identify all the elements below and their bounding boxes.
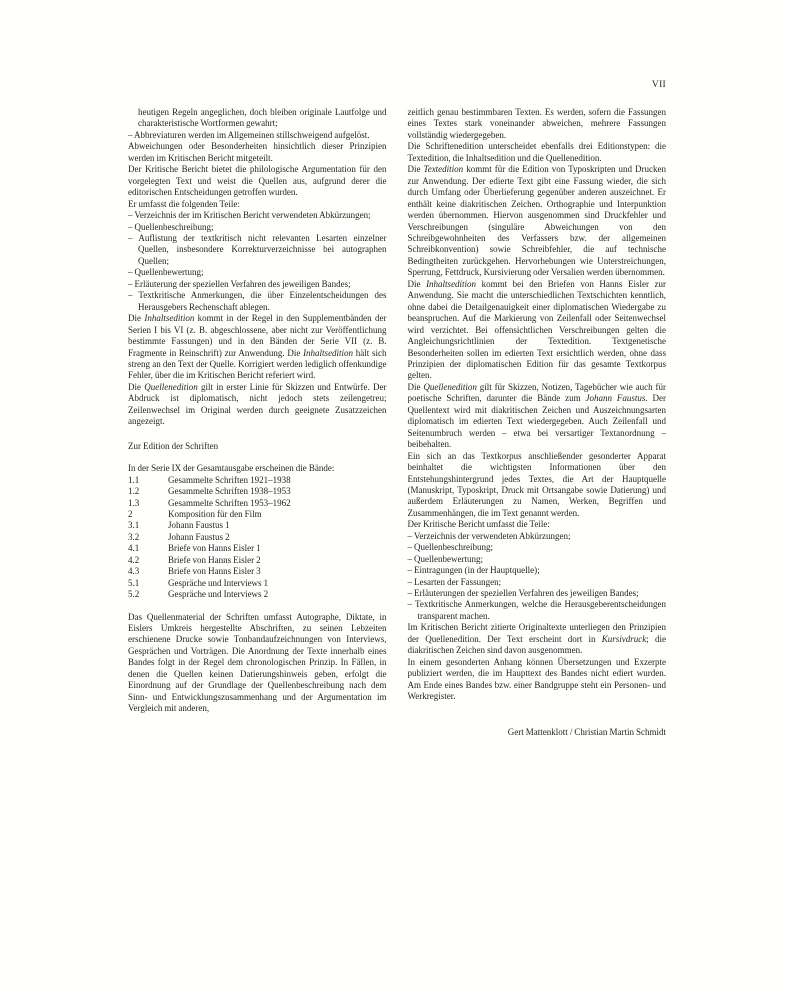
volume-list-item (128, 566, 387, 577)
list-item: – Lesarten der Fassungen; (407, 576, 502, 587)
volume-number: 3.2 (128, 531, 140, 542)
volume-title: Briefe von Hanns Eisler 3 (168, 566, 261, 577)
volume-list-item (128, 589, 387, 600)
volume-list-item (128, 543, 387, 554)
paragraph (408, 164, 667, 279)
volume-number: 4.1 (128, 543, 140, 554)
text-run: gilt in erster Linie für Skizzen und Entwürfe. Der Abdruck ist diplomatisch, nicht jedoch stets zeilengetreu; Zeilenwechsel im Original werden durch geeignete Zusatzzeichen angezeigt. (128, 381, 387, 427)
volume-list-item (128, 578, 387, 589)
volume-number: 1.3 (128, 497, 140, 508)
editors-signature: Gert Mattenklott / Christian Martin Schmidt (507, 726, 666, 737)
list-item: – Erläuterungen der speziellen Verfahren des jeweiligen Bandes; (407, 588, 639, 599)
text-run: Die (128, 313, 145, 324)
list-item: – Verzeichnis der verwendeten Abkürzungen; (407, 530, 571, 541)
section-heading: Zur Edition der Schriften (128, 440, 219, 451)
volume-list-item (128, 555, 387, 566)
paragraph (408, 622, 667, 656)
text-run: Die (407, 381, 424, 392)
volume-number: 3.1 (128, 520, 140, 531)
volume-title: Gespräche und Interviews 1 (168, 577, 269, 588)
italic-term: Inhaltsedition (144, 313, 195, 324)
text-run: Die (407, 164, 424, 175)
text-run: kommt bei den Briefen von Hanns Eisler zur Anwendung. Sie macht die unterschiedlichen Textschichten kenntlich, ohne dabei die Detailgenauigkeit einer diplomatischen Wiedergabe zu beanspruchen. Auf die Markierung von Zeilenfall oder Seitenwechsel wird verzichtet. Bei offensichtlichen Verschreibungen gelten die Angleichungsrichtlinien der Textedition. Textgenetische Besonderheiten sollen im edierten Text ersichtlich werden, ohne dass Prinzipien der diplomatischen Edition für das gesamte Textkorpus gelten. (407, 278, 667, 381)
paragraph (408, 382, 667, 451)
text-run: kommt für die Edition von Typoskripten und Drucken zur Anwendung. Der edierte Text gibt eine Fassung wieder, die sich durch Umfang oder Überlieferung gegenüber anderen auszeichnet. Er enthält keine diakritischen Zeichen. Orthographie und Interpunktion werden übernommen. Hiervon ausgenommen sind Druckfehler und Verschreibungen (singuläre Abweichungen von den Schreibgewohnheiten des Verfassers bzw. der allgemeinen Schreibkonvention) sowie Schreibfehler, die auf technische Bedingtheiten zurückgehen. Hervorhebungen wie Unterstreichungen, Sperrung, Fettdruck, Kursivierung oder Versalien werden übernommen. (407, 164, 667, 278)
left-column (128, 107, 387, 715)
text-run: . Der Quellentext wird mit diakritischen Zeichen und Auszeichnungsarten diplomatisch im edierten Text wiedergegeben. Auch Zeilenfall und Seitenumbruch werden – etwa bei versartiger Textanordnung – beibehalten. (407, 393, 666, 450)
paragraph: Ein sich an das Textkorpus anschließender gesonderter Apparat beinhaltet die wichtigsten Informationen über den Entstehungshintergrund jedes Textes, die Art der Hauptquelle (Manuskript, Typoskript, Druck mit Ortsangabe sowie Datierung) und außerdem Erläuterungen zu Namen, Werken, Begriffen und Zusammenhängen, die im Text genannt werden. (407, 450, 666, 518)
list-item: – Quellenbewertung; (407, 553, 484, 564)
text-run: ; die diakritischen Zeichen sind davon ausgenommen. (407, 633, 666, 656)
italic-term: Quellenedition (423, 381, 477, 392)
volume-list-item (128, 486, 387, 497)
text-run: Die (128, 381, 145, 392)
paragraph: In der Serie IX der Gesamtausgabe erscheinen die Bände: (128, 463, 335, 474)
paragraph: zeitlich genau bestimmbaren Texten. Es werden, sofern die Fassungen eines Textes stark voneinander abweichen, mehrere Fassungen vollständig wiedergegeben. (407, 107, 666, 140)
list-item: – Auflistung der textkritisch nicht relevanten Lesarten einzelner Quellen, insbesondere Korrekturverzeichnisse bei autographen Quellen; (128, 232, 387, 266)
list-item: – Textkritische Anmerkungen, die über Einzelentscheidungen des Herausgebers Rechenschaft ablegen. (128, 290, 387, 312)
volume-title: Briefe von Hanns Eisler 2 (168, 554, 261, 565)
volume-title: Gesammelte Schriften 1953–1962 (168, 497, 291, 508)
volume-list (128, 475, 387, 601)
paragraph: Der Kritische Bericht umfasst die Teile: (407, 519, 550, 530)
volume-title: Johann Faustus 1 (168, 520, 230, 531)
volume-title: Komposition für den Film (168, 508, 262, 519)
volume-list-item (128, 498, 387, 509)
volume-list-item (128, 509, 387, 520)
italic-term: Textedition (423, 164, 464, 175)
volume-number: 4.3 (128, 566, 140, 577)
italic-term: Kursivdruck (601, 633, 647, 644)
volume-list-item (128, 532, 387, 543)
volume-number: 2 (128, 508, 133, 519)
page-content (128, 107, 666, 738)
volume-number: 5.1 (128, 577, 140, 588)
text-run: kommt in der Regel in den Supplementbänden der Serien I bis VI (z. B. abgeschlossene, aber nicht zur Veröffentlichung bestimmte Fassungen) und in den Bänden der Serie VII (z. B. Fragmente in Reinschrift) zur Anwendung. Die (128, 313, 387, 358)
page-number: VII (651, 80, 666, 90)
text-run: Die (407, 278, 427, 289)
paragraph: Der Kritische Bericht bietet die philologische Argumentation für den vorgelegten Text und weist die Quellen aus, aufgrund derer die editorischen Entscheidungen getroffen wurden. (128, 164, 387, 198)
text-run: Im Kritischen Bericht zitierte Originaltexte unterliegen den Prinzipien der Quellenedition. Der Text erscheint dort in (407, 622, 666, 644)
list-item: – Abbreviaturen werden im Allgemeinen stillschweigend aufgelöst. (128, 129, 370, 140)
text-run: hält sich streng an den Text der Quelle. Korrigiert werden lediglich offenkundige Fehler, über die im Kritischen Bericht referiert wird. (128, 347, 387, 381)
list-item: – Erläuterung der speziellen Verfahren des jeweiligen Bandes; (128, 278, 351, 289)
list-item: – Quellenbeschreibung; (407, 542, 494, 553)
volume-number: 5.2 (128, 589, 140, 600)
italic-term: Quellenedition (144, 381, 198, 392)
volume-number: 1.2 (128, 486, 140, 497)
volume-title: Briefe von Hanns Eisler 1 (168, 543, 261, 554)
list-item-continued: heutigen Regeln angeglichen, doch bleiben originale Lautfolge und charakteristische Wortformen gewahrt; (138, 107, 387, 129)
text-run: gilt für Skizzen, Notizen, Tagebücher wie auch für poetische Schriften, darunter die Bände zum (407, 381, 666, 404)
list-item: – Quellenbeschreibung; (128, 221, 214, 232)
list-item: – Quellenbewertung; (128, 267, 204, 278)
paragraph: Abweichungen oder Besonderheiten hinsichtlich dieser Prinzipien werden im Kritischen Bericht mitgeteilt. (128, 141, 387, 163)
paragraph: Die Schriftenedition unterscheidet ebenfalls drei Editionstypen: die Textedition, die Inhaltsedition und die Quellenedition. (407, 141, 666, 163)
italic-term: Johann Faustus (585, 393, 646, 404)
paragraph (408, 279, 667, 382)
right-column (408, 107, 667, 738)
volume-title: Johann Faustus 2 (168, 531, 230, 542)
list-item: – Textkritische Anmerkungen, welche die Herausgeberentscheidungen transparent machen. (407, 599, 666, 621)
volume-number: 4.2 (128, 554, 140, 565)
paragraph: In einem gesonderten Anhang können Übersetzungen und Exzerpte publiziert werden, die im Haupttext des Bandes nicht ediert wurden. Am Ende eines Bandes bzw. einer Bandgruppe steht ein Personen- und Werkregister. (407, 656, 666, 702)
volume-list-item (128, 520, 387, 531)
paragraph (128, 382, 387, 428)
volume-title: Gesammelte Schriften 1938–1953 (168, 486, 291, 497)
italic-term: Inhaltsedition (426, 278, 477, 289)
volume-list-item (128, 475, 387, 486)
paragraph: Das Quellenmaterial der Schriften umfasst Autographe, Diktate, in Eislers Umkreis hergestellte Abschriften, zu seinen Lebzeiten erschienene Drucke sowie Tonbandaufzeichnungen von Interviews, Gesprächen und Vorträgen. Die Anordnung der Texte innerhalb eines Bandes folgt in der Regel dem chronologischen Prinzip. In Fällen, in denen die Quellen keinen Datierungshinweis geben, erfolgt die Einordnung auf der Grundlage der Quellenbeschreibung nach dem Sinn- und Entwicklungszusammenhang und der Argumentation im Vergleich mit anderen, (128, 611, 387, 714)
list-item: – Verzeichnis der im Kritischen Bericht verwendeten Abkürzungen; (128, 210, 371, 221)
volume-number: 1.1 (128, 474, 140, 485)
paragraph: Er umfasst die folgenden Teile: (128, 198, 240, 209)
list-item: – Eintragungen (in der Hauptquelle); (407, 565, 540, 576)
paragraph (128, 313, 387, 382)
volume-title: Gesammelte Schriften 1921–1938 (168, 474, 291, 485)
italic-term: Inhaltsedition (303, 347, 354, 358)
volume-title: Gespräche und Interviews 2 (168, 589, 269, 600)
